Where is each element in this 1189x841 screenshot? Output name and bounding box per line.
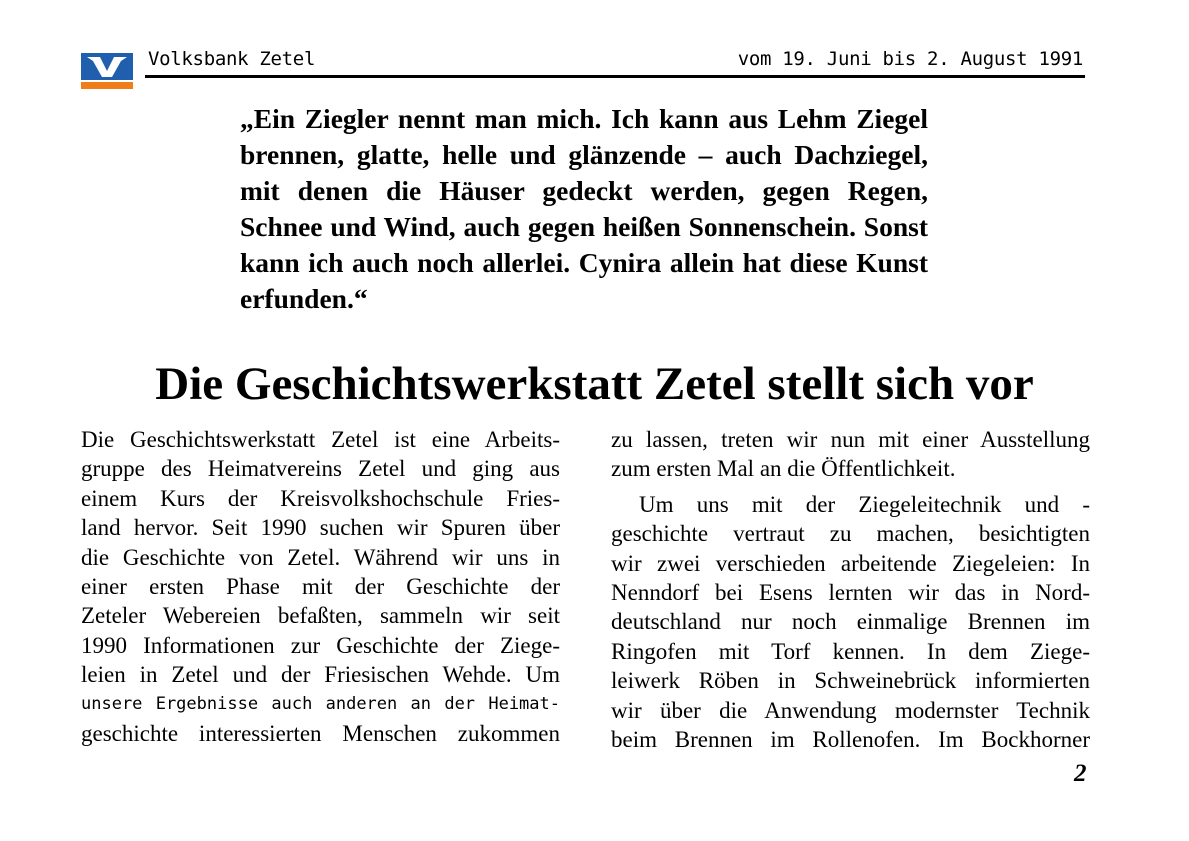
text-line: einem Kurs der Kreisvolkshochschule Fries- <box>81 485 560 511</box>
page-title: Die Geschichtswerkstatt Zetel stellt sich vor <box>155 358 1034 410</box>
text-line: unsere Ergebnisse auch anderen an der Heimat- <box>81 693 560 714</box>
text-line: die Geschichte von Zetel. Während wir uns in <box>81 544 560 570</box>
text-line: Um uns mit der Ziegeleitechnik und - <box>639 491 1090 517</box>
exhibition-dates: vom 19. Juni bis 2. August 1991 <box>737 48 1083 70</box>
text-line: beim Brennen im Rollenofen. Im Bockhorner <box>611 727 1090 753</box>
intro-quote: „Ein Ziegler nennt man mich. Ich kann aus Lehm Ziegel brennen, glatte, helle und glänzende – auch Dachziegel, mit denen die Häuser gedeckt werden, gegen Regen, Schnee und Wind, auch gegen heißen Sonnenschein. Sonst kann ich auch noch allerlei. Cynira allein hat diese Kunst erfunden.“ <box>240 103 928 314</box>
text-line: 1990 Informationen zur Geschichte der Ziege- <box>81 632 560 658</box>
volksbank-logo-icon <box>81 53 133 89</box>
text-line: geschichte vertraut zu machen, besichtigten <box>611 521 1090 547</box>
text-line: leiwerk Röben in Schweinebrück informierten <box>611 668 1090 694</box>
bank-name: Volksbank Zetel <box>148 48 316 70</box>
text-line: Zeteler Webereien befaßten, sammeln wir seit <box>81 603 560 629</box>
header-divider <box>145 75 1085 78</box>
text-line: Ringofen mit Torf kennen. In dem Ziege- <box>611 638 1090 664</box>
page-number: 2 <box>1074 760 1087 787</box>
text-line: zu lassen, treten wir nun mit einer Ausstellung <box>611 427 1090 452</box>
text-line: einer ersten Phase mit der Geschichte der <box>81 574 560 600</box>
text-line: wir über die Anwendung modernster Technik <box>611 697 1090 723</box>
text-line: gruppe des Heimatvereins Zetel und ging aus <box>81 456 560 482</box>
text-line: Die Geschichtswerkstatt Zetel ist eine Arbeits- <box>81 427 560 452</box>
text-line: wir zwei verschieden arbeitende Ziegeleien: In <box>611 550 1090 576</box>
text-line: Nenndorf bei Esens lernten wir das in Nord- <box>611 580 1090 606</box>
right-text-column <box>611 425 1090 754</box>
text-line: zum ersten Mal an die Öffentlichkeit. <box>611 456 956 482</box>
text-line: deutschland nur noch einmalige Brennen im <box>611 609 1090 635</box>
left-text-column <box>81 425 560 748</box>
text-line: geschichte interessierten Menschen zukommen <box>81 721 560 747</box>
text-line: leien in Zetel und der Friesischen Wehde. Um <box>81 662 560 688</box>
text-line: land hervor. Seit 1990 suchen wir Spuren über <box>81 515 560 541</box>
